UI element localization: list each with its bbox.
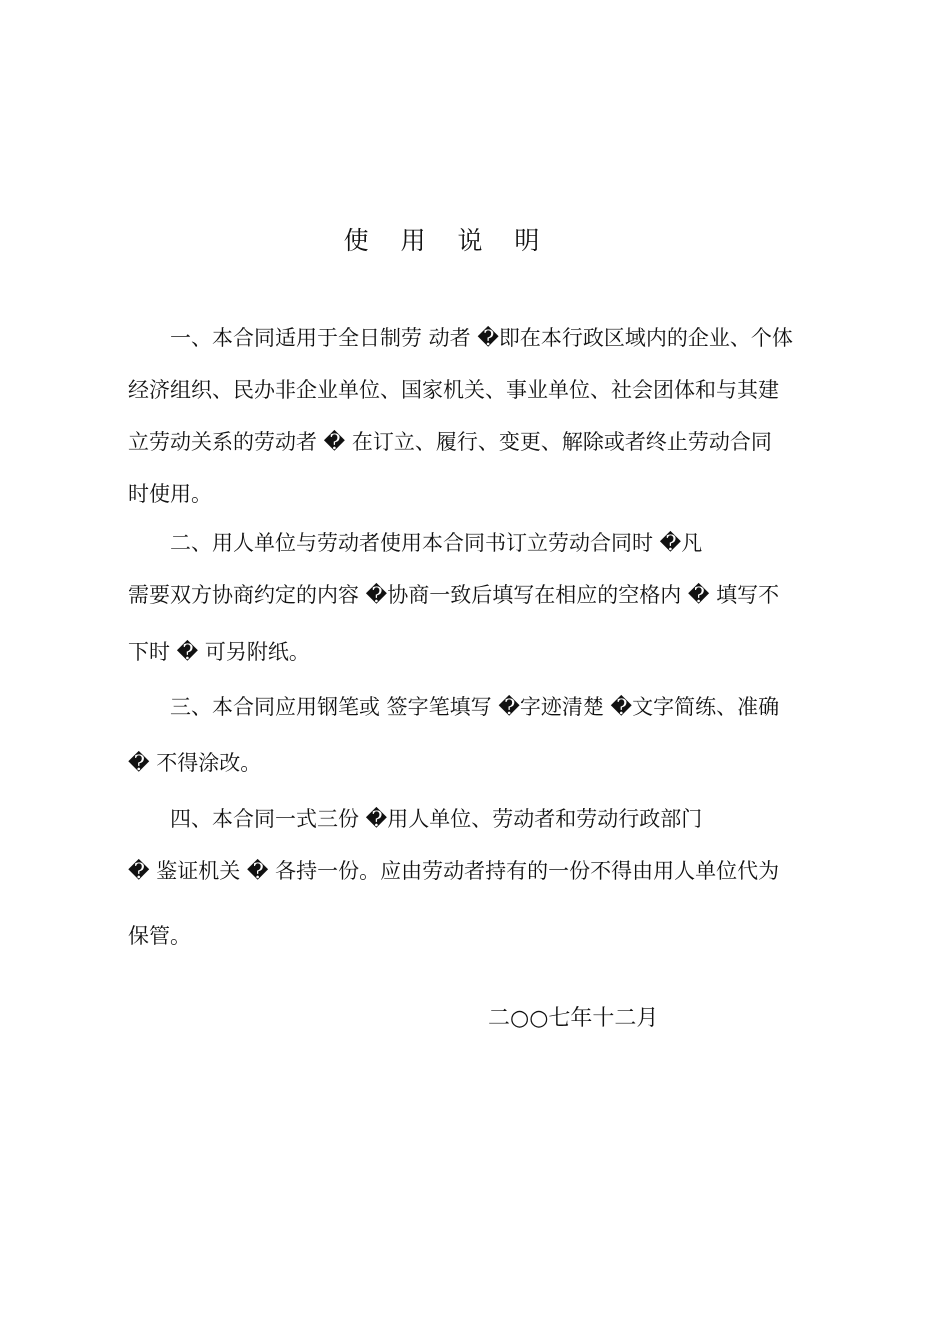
paragraph-1-line-1: 一、本合同适用于全日制劳 动者 �即在本行政区域内的企业、个体 [170, 326, 793, 350]
paragraph-3-line-1: 三、本合同应用钢笔或 签字笔填写 �字迹清楚 �文字简练、准确 [170, 695, 780, 719]
paragraph-3-line-2: � 不得涂改。 [128, 751, 262, 775]
document-title: 使 用 说 明 [343, 226, 552, 255]
paragraph-1-line-3: 立劳动关系的劳动者 � 在订立、履行、变更、解除或者终止劳动合同 [128, 430, 772, 454]
document-date: 二○○七年十二月 [488, 1006, 659, 1031]
paragraph-1-line-4: 时使用。 [128, 482, 212, 506]
paragraph-2-line-3: 下时 � 可另附纸。 [128, 640, 310, 664]
paragraph-4-line-3: 保管。 [128, 924, 191, 948]
paragraph-4-line-1: 四、本合同一式三份 �用人单位、劳动者和劳动行政部门 [170, 807, 703, 831]
paragraph-2-line-2: 需要双方协商约定的内容 �协商一致后填写在相应的空格内 � 填写不 [128, 583, 780, 607]
paragraph-1-line-2: 经济组织、民办非企业单位、国家机关、事业单位、社会团体和与其建 [128, 378, 779, 402]
paragraph-2-line-1: 二、用人单位与劳动者使用本合同书订立劳动合同时 �凡 [170, 531, 703, 555]
paragraph-4-line-2: � 鉴证机关 � 各持一份。应由劳动者持有的一份不得由用人单位代为 [128, 859, 780, 883]
